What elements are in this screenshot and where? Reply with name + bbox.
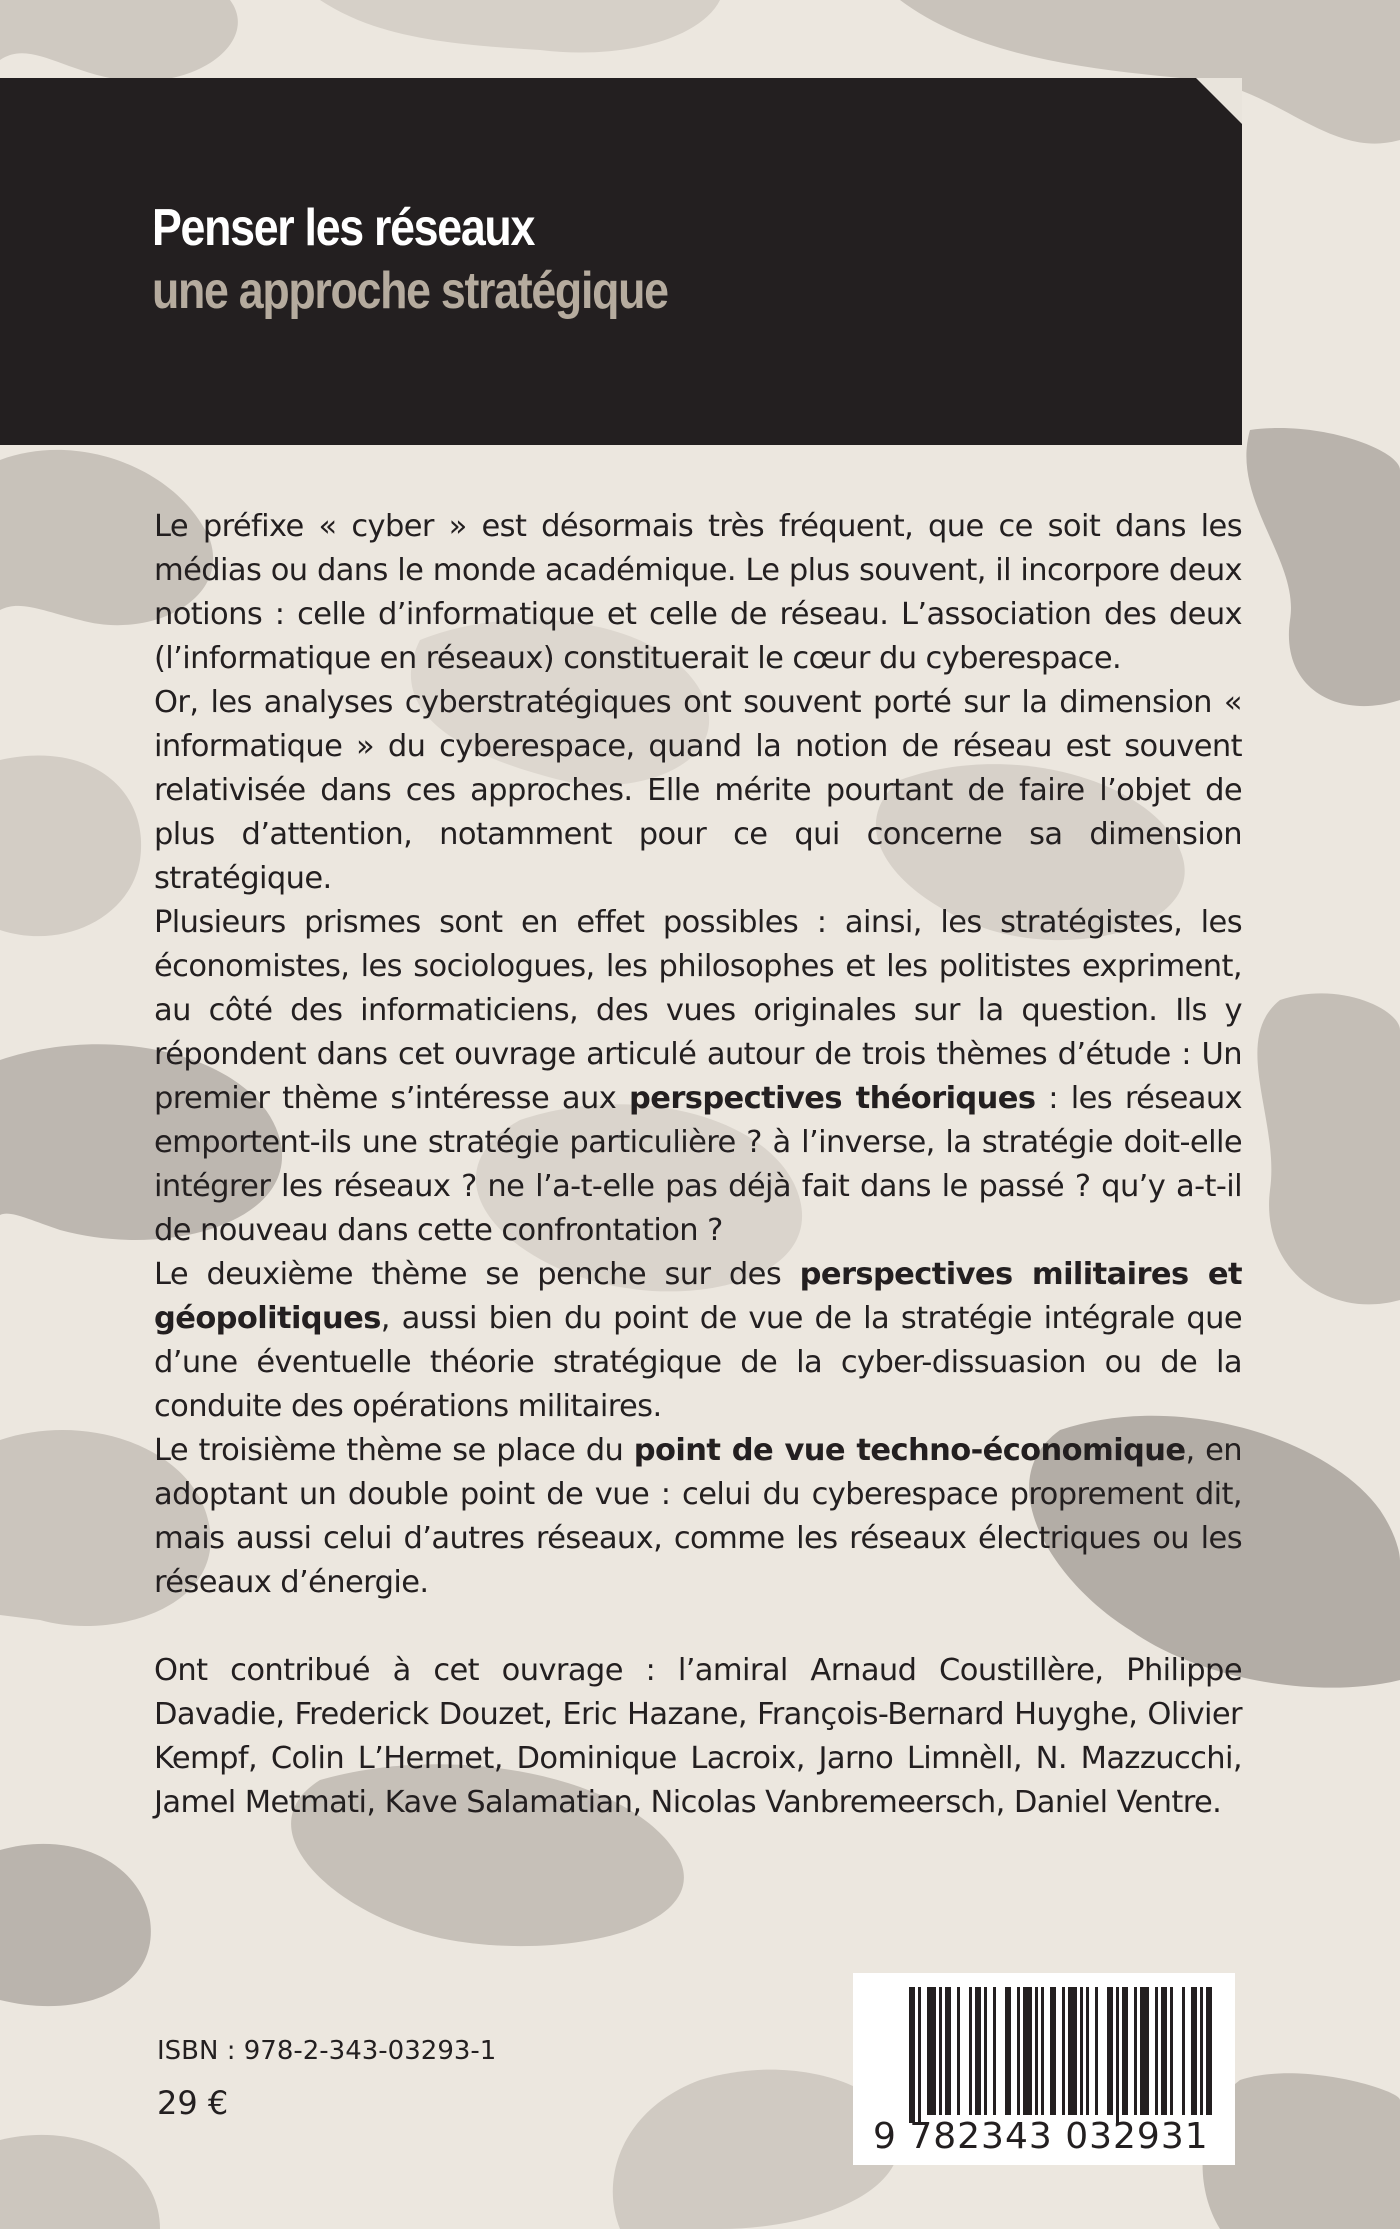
blurb-text-run: : les réseaux emportent-ils une stratégie particulière ? à l’inverse, la stratégie doit-elle intégrer les réseaux ? ne l’a-t-elle pas déjà fait dans le passé ? qu’y a-t-il de nouveau dans cette confrontation ? [154,1081,1242,1248]
barcode-bar [1116,1987,1119,2123]
blurb-emphasis: perspectives théoriques [629,1081,1036,1116]
barcode-bar [1017,1987,1020,2115]
blurb-text-run: , en adoptant un double point de vue : celui du cyberespace proprement dit, mais aussi celui d’autres réseaux, comme les réseaux électriques ou les réseaux d’énergie. [154,1433,1242,1600]
blurb-paragraph [154,1253,1242,1429]
contributors-paragraph: Ont contribué à cet ouvrage : l’amiral Arnaud Coustillère, Philippe Davadie, Frederick Douzet, Eric Hazane, François-Bernard Huyghe, Olivier Kempf, Colin L’Hermet, Dominique Lacroix, Jarno Limnèll, N. Mazzucchi, Jamel Metmati, Kave Salamatian, Nicolas Vanbremeersch, Daniel Ventre. [154,1653,1242,1820]
barcode-bar [993,1987,996,2115]
barcode-bar [975,1987,981,2115]
barcode-bar [1062,1987,1065,2115]
blurb-text-run: Le deuxième thème se penche sur des [154,1257,800,1292]
barcode-bar [939,1987,942,2115]
book-subtitle: une approche stratégique [152,262,668,320]
barcode-bar [1023,1987,1032,2115]
barcode-bar [1134,1987,1137,2115]
barcode [853,1973,1235,2165]
blurb-text-run: , aussi bien du point de vue de la stratégie intégrale que d’une éventuelle théorie stratégique de la cyber-dissuasion ou de la conduite des opérations militaires. [154,1301,1242,1424]
barcode-bar [1191,1987,1197,2115]
barcode-bar [1140,1987,1149,2115]
blurb-text-run: Plusieurs prismes sont en effet possibles : ainsi, les stratégistes, les économistes, les sociologues, les philosophes et les politistes expriment, au côté des informaticiens, des vues originales sur la question. Ils y répondent dans cet ouvrage articulé autour de trois thèmes d’étude : Un premier thème s’intéresse aux [154,905,1242,1116]
barcode-bar [1200,1987,1203,2115]
barcode-bar [1050,1987,1056,2115]
blurb-paragraph [154,1429,1242,1605]
back-cover-blurb [154,505,1242,1825]
barcode-bar [1086,1987,1089,2115]
barcode-bar [1122,1987,1128,2115]
price-label: 29 € [157,2084,229,2122]
title-band [0,78,1242,445]
barcode-bar [1182,1987,1185,2115]
barcode-bar [1107,1987,1113,2115]
barcode-bar [1206,1987,1212,2115]
blurb-paragraph [154,901,1242,1253]
barcode-bar [1155,1987,1158,2115]
barcode-bar [1161,1987,1167,2115]
barcode-bar [918,1987,921,2123]
blurb-paragraphs [154,505,1242,1605]
barcode-bar [1080,1987,1083,2115]
blurb-text-run: Or, les analyses cyberstratégiques ont souvent porté sur la dimension « informatique » du cyberespace, quand la notion de réseau est souvent relativisée dans ces approches. Elle mérite pourtant de faire l’objet de plus d’attention, notamment pour ce qui concerne sa dimension stratégique. [154,685,1242,896]
book-title: Penser les réseaux [152,199,535,257]
barcode-digits: 9 782343 032931 [873,2116,1209,2157]
blurb-text-run: Le préfixe « cyber » est désormais très fréquent, que ce soit dans les médias ou dans le monde académique. Le plus souvent, il incorpore deux notions : celle d’informatique et celle de réseau. L’association des deux (l’informatique en réseaux) constituerait le cœur du cyberespace. [154,509,1242,676]
barcode-bar [969,1987,972,2115]
blurb-emphasis: point de vue techno-économique [633,1433,1186,1468]
blurb-paragraph [154,681,1242,901]
barcode-bar [945,1987,951,2115]
barcode-bar [1041,1987,1044,2115]
blurb-paragraph [154,505,1242,681]
barcode-bar [927,1987,936,2115]
barcode-bar [957,1987,960,2115]
barcode-bar [1095,1987,1098,2115]
barcode-bar [1170,1987,1173,2115]
barcode-bar [984,1987,987,2115]
title-band-corner [1196,78,1242,124]
barcode-bar [1005,1987,1011,2115]
isbn-label: ISBN : 978-2-343-03293-1 [157,2036,497,2066]
barcode-bar [1035,1987,1038,2115]
barcode-bar [909,1987,915,2123]
barcode-bar [1068,1987,1077,2115]
blurb-text-run: Le troisième thème se place du [154,1433,634,1468]
barcode-bars [853,1973,1235,2123]
blurb-emphasis: perspectives militaires et géopolitiques [154,1257,1242,1336]
